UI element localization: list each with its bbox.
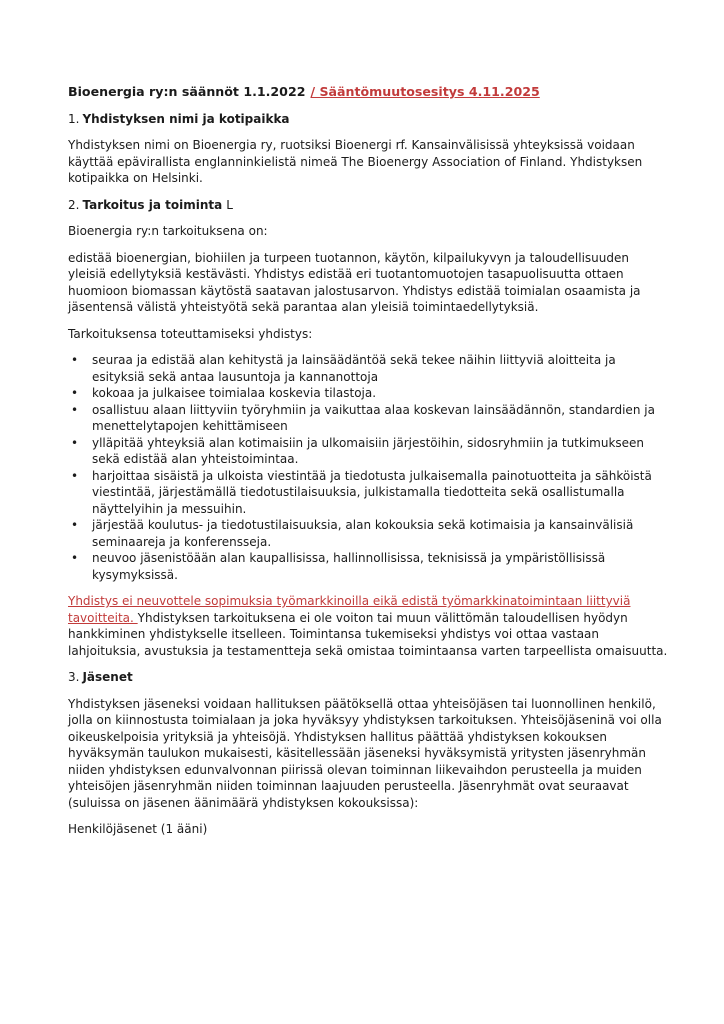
section-2-suffix: L [226, 197, 233, 212]
list-item-working-groups: • osallistuu alaan liittyviin työryhmiin ja vaikuttaa alaa koskevan lainsäädännön, standardien ja menettelytapojen kehittämiseen [68, 402, 668, 435]
section-1-title: Yhdistyksen nimi ja kotipaikka [82, 111, 290, 126]
paragraph-purpose-intro: Bioenergia ry:n tarkoituksena on: [68, 224, 268, 238]
paragraph-membership: Yhdistyksen jäseneksi voidaan hallituksen päätöksellä ottaa yhteisöjäsen tai luonnollinen henkilö, jolla on kiinnostusta toimialaan ja joka hyväksyy yhdistyksen tarkoituksen. Yhteisöjäseninä voi olla oikeuskelpoisia yrityksiä ja yhteisöjä. Yhdistyksen hallitus päättää yhdistyksen kokouksen hyväksymän taulukon mukaisesti, käsitellessään jäseneksi hyväksymistä yritysten jäsenryhmän niiden yhdistyksen edunvalvonnan piirissä olevan toiminnan liikevaihdon perusteella ja muiden yhteisöjen jäsenryhmän niiden toiminnan laajuuden perusteella. Jäsenryhmät ovat seuraavat (suluissa on jäsenen äänimäärä yhdistyksen kokouksissa): [68, 696, 662, 810]
document-title [68, 84, 668, 101]
paragraph-purpose-detail: edistää bioenergian, biohiilen ja turpeen tuotannon, käytön, kilpailukyvyn ja taloudellisuuden yleisiä edellytyksiä kestävästi. Yhdistys edistää eri tuotantomuotojen tasapuolisuutta ottaen huomioon biomassan käytöstä saatavan jalostusarvon. Yhdistys edistää toimialan osaamista ja jäsentensä välistä yhteistyötä sekä parantaa alan yleisiä toimintaedellytyksiä. [68, 250, 641, 314]
section-heading-3 [68, 669, 668, 686]
list-item-events: • järjestää koulutus- ja tiedotustilaisuuksia, alan kokouksia sekä kotimaisia ja kansainvälisiä seminaareja ja konferensseja. [68, 517, 668, 550]
list-item-advice: • neuvoo jäsenistöään alan kaupallisissa, hallinnollisissa, teknisissä ja ympäristöllisissä kysymyksissä. [68, 550, 668, 583]
section-heading-2 [68, 197, 668, 214]
list-item-communications: • harjoittaa sisäistä ja ulkoista viestintää ja tiedotusta julkaisemalla painotuotteita ja sähköistä viestintää, järjestämällä tiedotustilaisuuksia, julkistamalla tiedotteita sekä osallistumalla näyttelyihin ja messuihin. [68, 468, 668, 518]
paragraph-association-name: Yhdistyksen nimi on Bioenergia ry, ruotsiksi Bioenergi rf. Kansainvälisissä yhteyksissä voidaan käyttää epävirallista englanninkielistä nimeä The Bioenergy Association of Finland. Yhdistyksen kotipaikka on Helsinki. [68, 138, 643, 185]
list-item-networks: • ylläpitää yhteyksiä alan kotimaisiin ja ulkomaisiin järjestöihin, sidosryhmiin ja tutkimukseen sekä edistää alan yhteistoimintaa. [68, 435, 668, 468]
paragraph-member-group-personal: Henkilöjäsenet (1 ääni) [68, 822, 208, 836]
section-heading-1 [68, 111, 668, 128]
section-3-number: 3. [68, 670, 80, 684]
section-1-number: 1. [68, 111, 80, 126]
nonprofit-sentence: Yhdistyksen tarkoituksena ei ole voiton tai muun välittömän taloudellisen hyödyn hankkiminen yhdistykselle itselleen. Toimintansa tukemiseksi yhdistys voi ottaa vastaan lahjoituksia, avustuksia ja testamentteja sekä omistaa toimintaansa varten tarpeellista omaisuutta. [68, 610, 668, 658]
list-item-statistics: • kokoaa ja julkaisee toimialaa koskevia tilastoja. [68, 385, 668, 402]
activities-list [68, 352, 668, 583]
amendment-sentence: Yhdistys ei neuvottele sopimuksia työmarkkinoilla eikä edistä työmarkkinatoimintaan liittyviä tavoitteita. [68, 594, 631, 625]
list-item-monitoring: • seuraa ja edistää alan kehitystä ja lainsäädäntöä sekä tekee näihin liittyviä aloitteita ja esityksiä sekä antaa lausuntoja ja kannanottoja [68, 352, 668, 385]
amendment-proposal-text: / Sääntömuutosesitys 4.11.2025 [310, 84, 540, 99]
section-2-title: Tarkoitus ja toiminta [82, 197, 223, 212]
paragraph-activities-intro: Tarkoituksensa toteuttamiseksi yhdistys: [68, 326, 313, 341]
section-3-title: Jäsenet [82, 670, 133, 684]
section-2-number: 2. [68, 197, 80, 212]
paragraph-labor-market-nonprofit [68, 593, 668, 659]
document-title-text: Bioenergia ry:n säännöt 1.1.2022 [68, 84, 306, 99]
